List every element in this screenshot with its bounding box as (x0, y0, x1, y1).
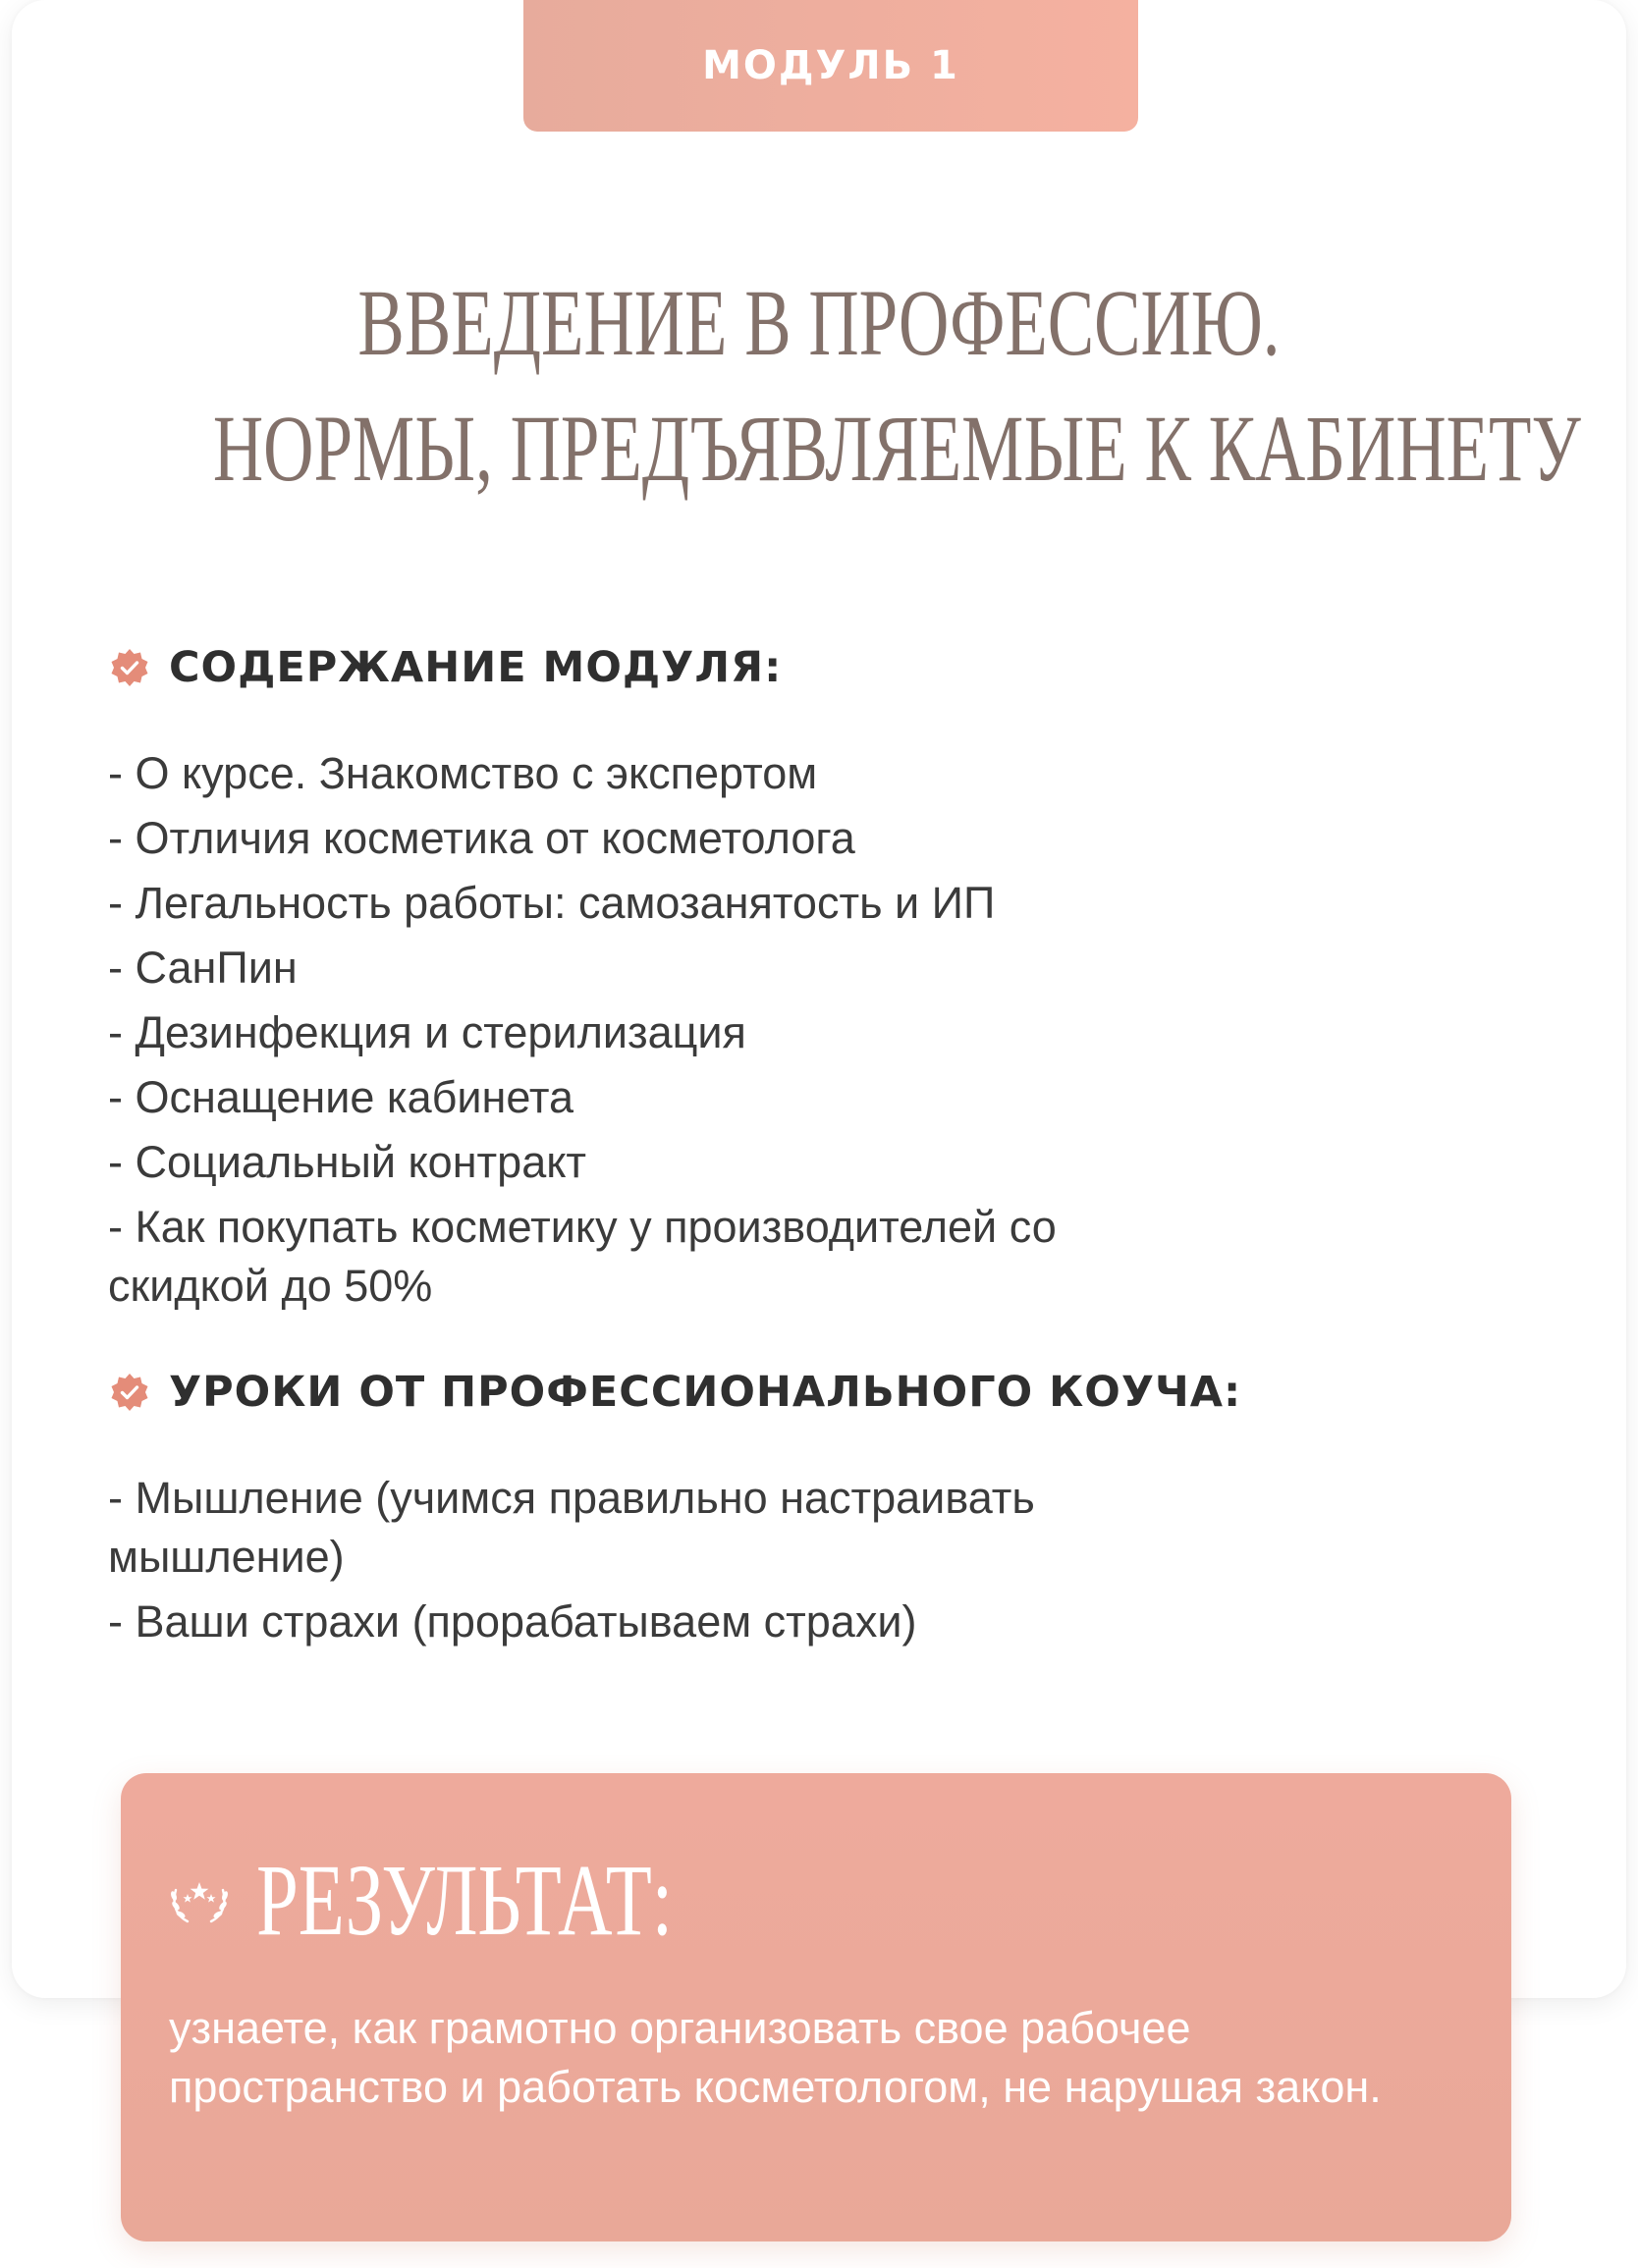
list-item: - Ваши страхи (прорабатываем страхи) (108, 1596, 917, 1647)
result-text: узнаете, как грамотно организовать свое рабочее пространство и работать косметологом, не нарушая закон. (169, 2003, 1382, 2112)
result-box (121, 1773, 1511, 2241)
content-list (108, 744, 1286, 1322)
result-heading (168, 1842, 819, 1959)
result-label: РЕЗУЛЬТАТ: (256, 1844, 674, 1957)
list-item: - Отличия косметика от косметолога (108, 813, 855, 863)
list-item: - СанПин (108, 943, 298, 993)
content-section-heading (108, 643, 782, 692)
laurel-stars-icon (168, 1874, 231, 1927)
list-item: - Мышление (учимся правильно настраивать мышление) (108, 1473, 1035, 1582)
badge-check-icon (108, 1371, 151, 1414)
coach-section-heading (108, 1368, 1241, 1417)
module-title-line-1: ВВЕДЕНИЕ В ПРОФЕССИЮ. (357, 270, 1281, 375)
list-item: - О курсе. Знакомство с экспертом (108, 748, 818, 798)
badge-check-icon (108, 646, 151, 689)
list-item: - Легальность работы: самозанятость и ИП (108, 878, 996, 928)
list-item: - Дезинфекция и стерилизация (108, 1007, 746, 1057)
module-badge: МОДУЛЬ 1 (523, 0, 1138, 132)
coach-section-title: УРОКИ ОТ ПРОФЕССИОНАЛЬНОГО КОУЧА: (169, 1368, 1242, 1417)
list-item: - Как покупать косметику у производителей со скидкой до 50% (108, 1202, 1057, 1311)
module-title-line-2: НОРМЫ, ПРЕДЪЯВЛЯЕМЫЕ К КАБИНЕТУ (212, 396, 1581, 501)
module-title (212, 260, 1581, 512)
list-item: - Социальный контракт (108, 1137, 587, 1187)
content-section-title: СОДЕРЖАНИЕ МОДУЛЯ: (169, 643, 783, 692)
coach-list (108, 1469, 1286, 1657)
list-item: - Оснащение кабинета (108, 1072, 574, 1122)
